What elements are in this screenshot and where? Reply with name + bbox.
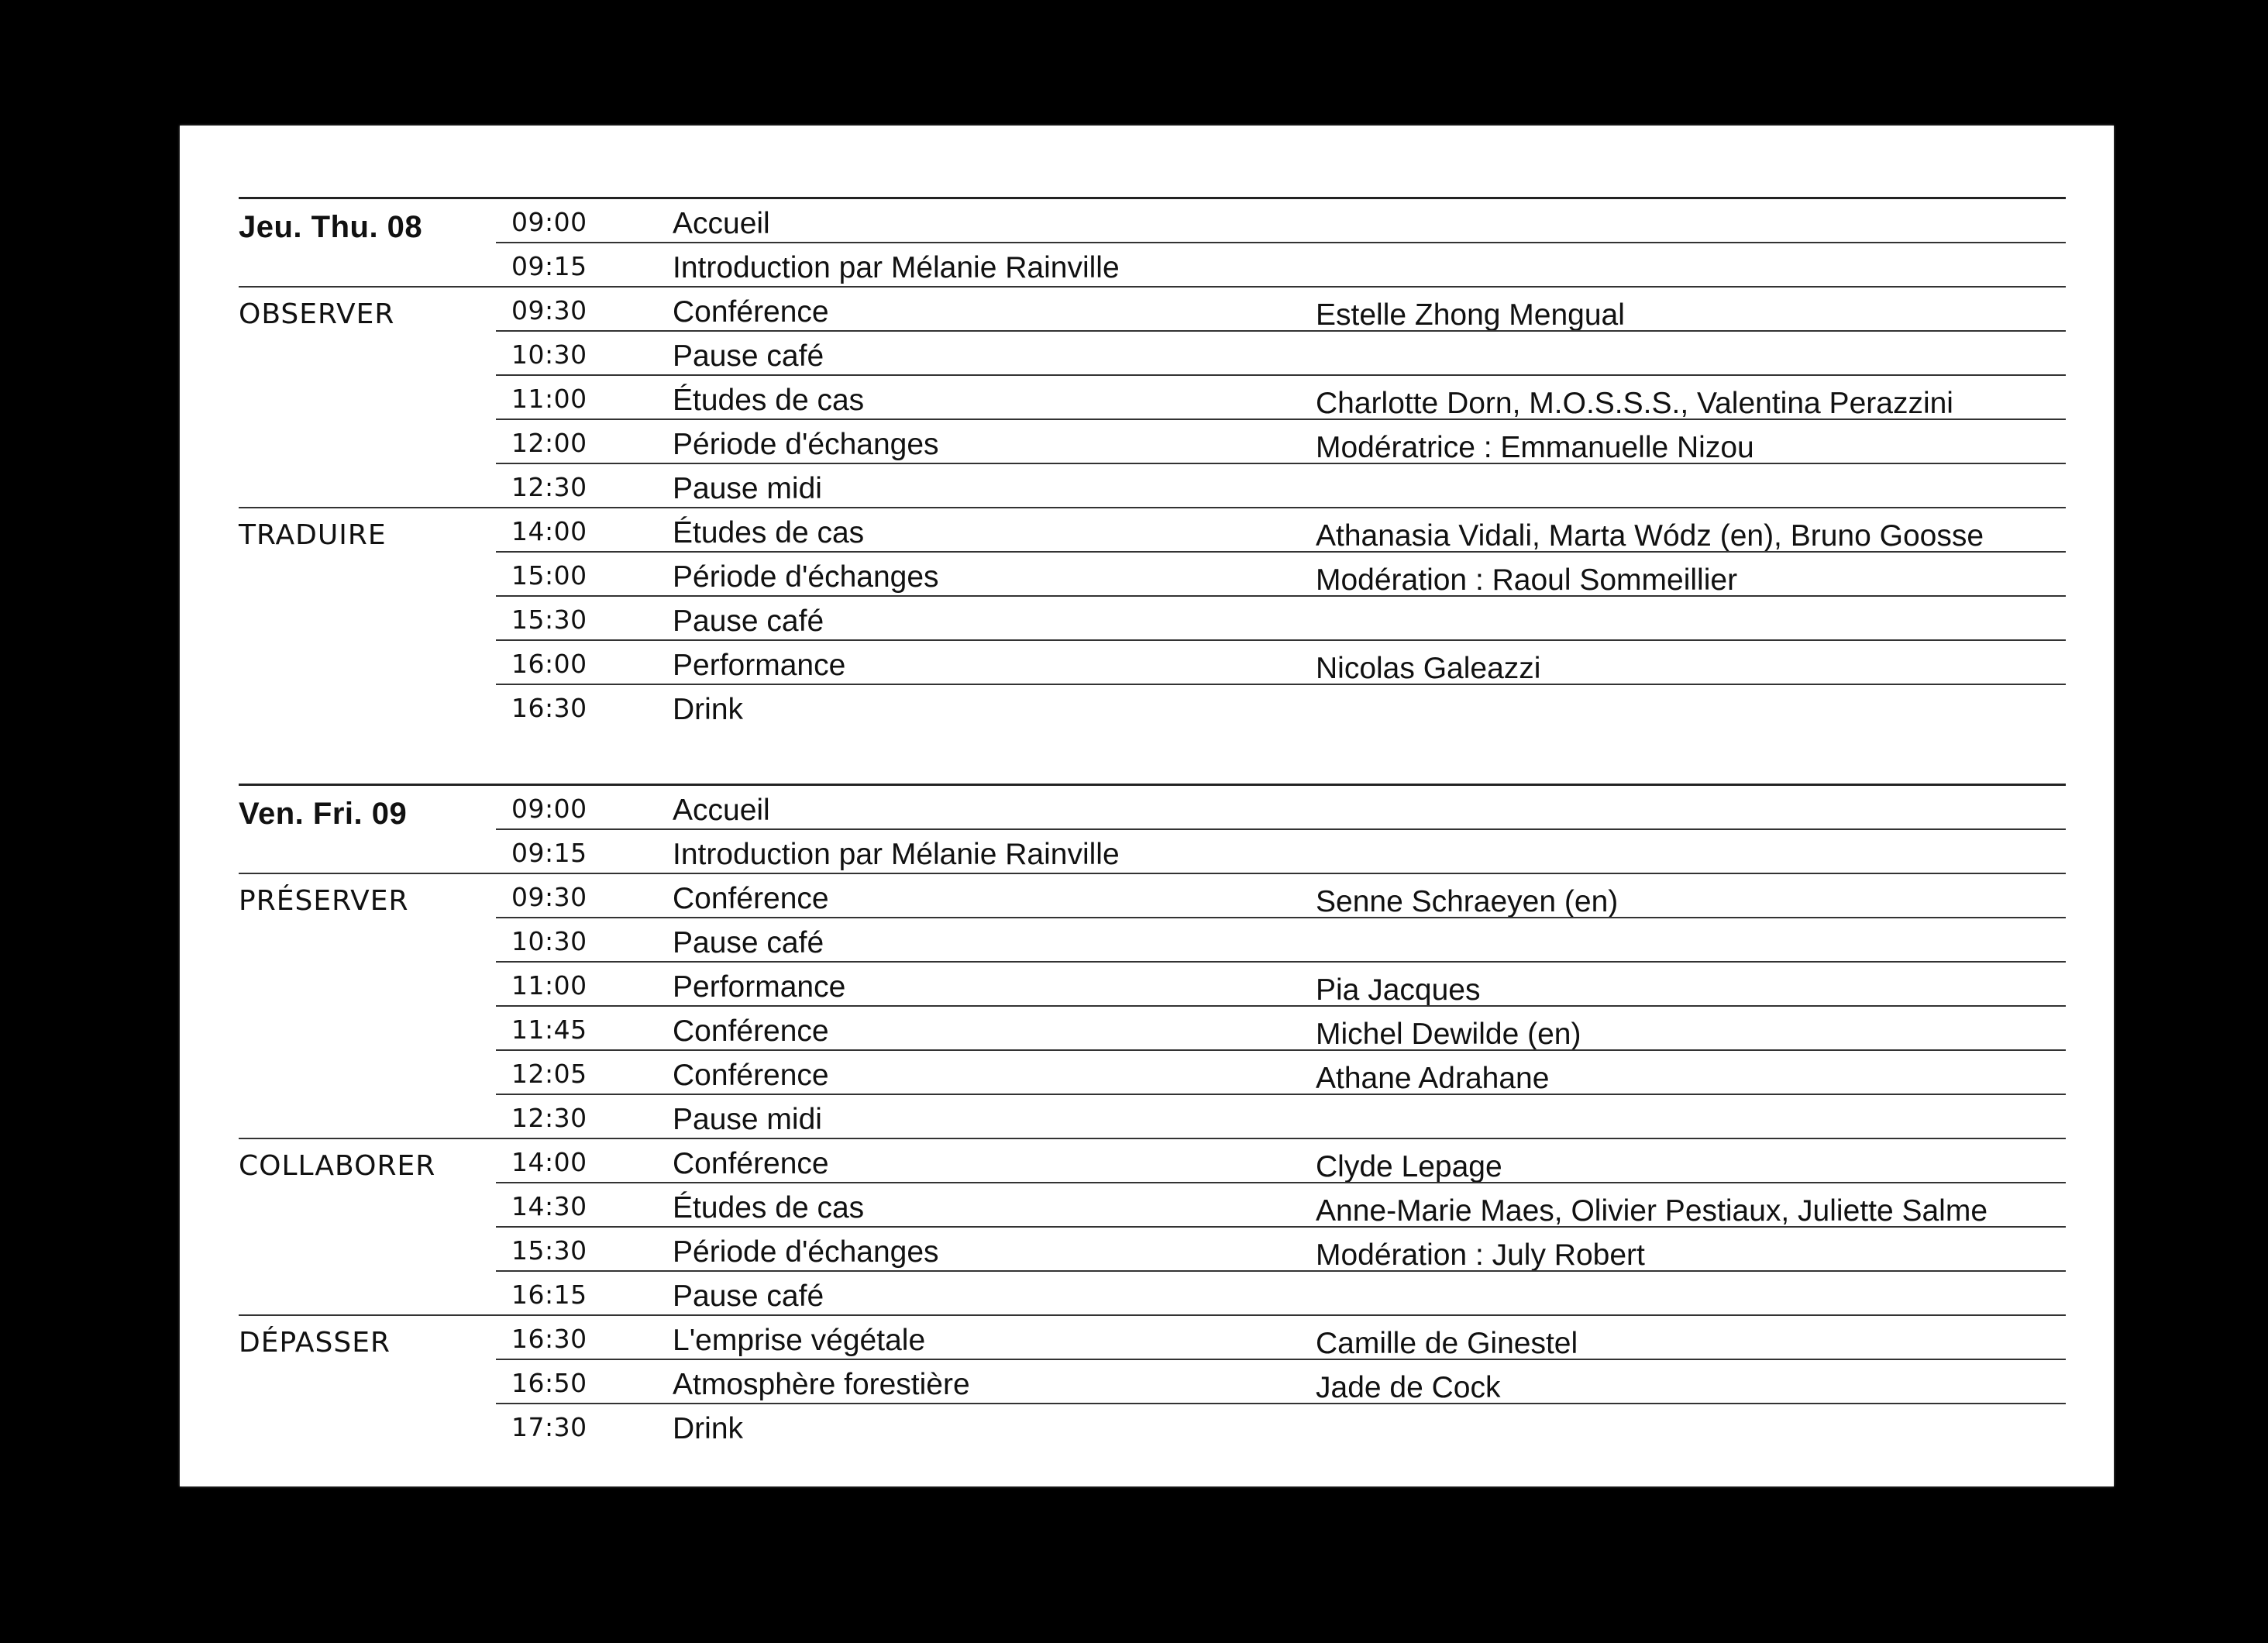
event-cell: Performance [673,649,846,682]
event-cell: Période d'échanges [673,560,939,594]
time-cell: 14:00 [511,516,587,546]
printed-program-sheet [180,126,2114,1486]
schedule-row [239,786,2066,830]
speaker-cell: Athanasia Vidali, Marta Wódz (en), Bruno Goosse [1316,519,1984,553]
event-cell: Introduction par Mélanie Rainville [673,251,1120,284]
event-cell: Pause midi [673,1103,822,1136]
speaker-cell: Nicolas Galeazzi [1316,652,1541,685]
event-cell: Conférence [673,1059,829,1092]
speaker-cell: Modération : July Robert [1316,1238,1645,1272]
time-cell: 16:30 [511,1324,587,1354]
event-cell: Conférence [673,882,829,915]
time-cell: 15:00 [511,560,587,591]
time-cell: 15:30 [511,604,587,635]
speaker-cell: Anne-Marie Maes, Olivier Pestiaux, Juliette Salme [1316,1194,1988,1228]
event-cell: Études de cas [673,384,865,417]
section-label: TRADUIRE [239,519,387,551]
event-cell: Pause café [673,604,824,638]
time-cell: 12:30 [511,472,587,502]
schedule-row [239,874,2066,918]
schedule-row [239,1007,2066,1051]
time-cell: 17:30 [511,1412,587,1442]
time-cell: 09:30 [511,882,587,912]
time-cell: 12:30 [511,1103,587,1133]
event-cell: Atmosphère forestière [673,1368,970,1401]
event-cell: Pause café [673,926,824,959]
schedule-row [239,1228,2066,1272]
time-cell: 10:30 [511,339,587,370]
section-label: OBSERVER [239,298,395,330]
schedule-row [239,553,2066,597]
event-cell: Pause midi [673,472,822,505]
event-cell: Période d'échanges [673,1235,939,1269]
time-cell: 09:00 [511,207,587,237]
schedule-row [239,420,2066,464]
event-cell: Conférence [673,1147,829,1180]
time-cell: 14:30 [511,1191,587,1221]
speaker-cell: Estelle Zhong Mengual [1316,298,1625,332]
schedule-row [239,332,2066,376]
schedule-row [239,1183,2066,1228]
section-label: DÉPASSER [239,1327,391,1359]
event-cell: Drink [673,1412,744,1445]
time-cell: 09:30 [511,295,587,326]
schedule-row [239,1139,2066,1183]
schedule-row [239,1316,2066,1360]
event-cell: Études de cas [673,1191,865,1224]
schedule-row [239,199,2066,243]
event-cell: Accueil [673,207,770,240]
time-cell: 15:30 [511,1235,587,1266]
event-cell: Conférence [673,1014,829,1048]
schedule-row [239,918,2066,963]
time-cell: 11:00 [511,384,587,414]
schedule-table [239,197,2066,1448]
time-cell: 16:00 [511,649,587,679]
schedule-row [239,508,2066,553]
day-block [239,784,2066,1448]
speaker-cell: Pia Jacques [1316,973,1481,1007]
time-cell: 16:50 [511,1368,587,1398]
event-cell: Introduction par Mélanie Rainville [673,838,1120,871]
event-cell: Études de cas [673,516,865,549]
schedule-row [239,963,2066,1007]
speaker-cell: Modération : Raoul Sommeillier [1316,563,1738,597]
schedule-row [239,288,2066,332]
schedule-row [239,1095,2066,1139]
speaker-cell: Senne Schraeyen (en) [1316,885,1619,918]
speaker-cell: Modératrice : Emmanuelle Nizou [1316,431,1754,464]
event-cell: Conférence [673,295,829,329]
day-label: Jeu. Thu. 08 [239,210,423,244]
speaker-cell: Charlotte Dorn, M.O.S.S.S., Valentina Perazzini [1316,387,1953,420]
schedule-row [239,376,2066,420]
time-cell: 12:00 [511,428,587,458]
section-label: PRÉSERVER [239,885,409,917]
schedule-row [239,1051,2066,1095]
speaker-cell: Jade de Cock [1316,1371,1501,1404]
speaker-cell: Camille de Ginestel [1316,1327,1578,1360]
time-cell: 09:15 [511,838,587,868]
schedule-row [239,685,2066,729]
speaker-cell: Athane Adrahane [1316,1062,1550,1095]
time-cell: 09:00 [511,794,587,824]
schedule-row [239,464,2066,508]
event-cell: Période d'échanges [673,428,939,461]
schedule-row [239,597,2066,641]
section-label: COLLABORER [239,1150,436,1182]
schedule-row [239,1360,2066,1404]
event-cell: L'emprise végétale [673,1324,926,1357]
time-cell: 11:00 [511,970,587,1001]
speaker-cell: Michel Dewilde (en) [1316,1018,1581,1051]
time-cell: 09:15 [511,251,587,281]
schedule-row [239,641,2066,685]
time-cell: 10:30 [511,926,587,956]
time-cell: 11:45 [511,1014,587,1045]
time-cell: 12:05 [511,1059,587,1089]
time-cell: 14:00 [511,1147,587,1177]
event-cell: Accueil [673,794,770,827]
event-cell: Pause café [673,339,824,373]
event-cell: Pause café [673,1280,824,1313]
event-cell: Drink [673,693,744,726]
speaker-cell: Clyde Lepage [1316,1150,1502,1183]
time-cell: 16:30 [511,693,587,723]
schedule-row [239,1404,2066,1448]
schedule-row [239,830,2066,874]
schedule-row [239,1272,2066,1316]
time-cell: 16:15 [511,1280,587,1310]
day-label: Ven. Fri. 09 [239,797,408,831]
day-block [239,197,2066,729]
schedule-row [239,243,2066,288]
event-cell: Performance [673,970,846,1004]
